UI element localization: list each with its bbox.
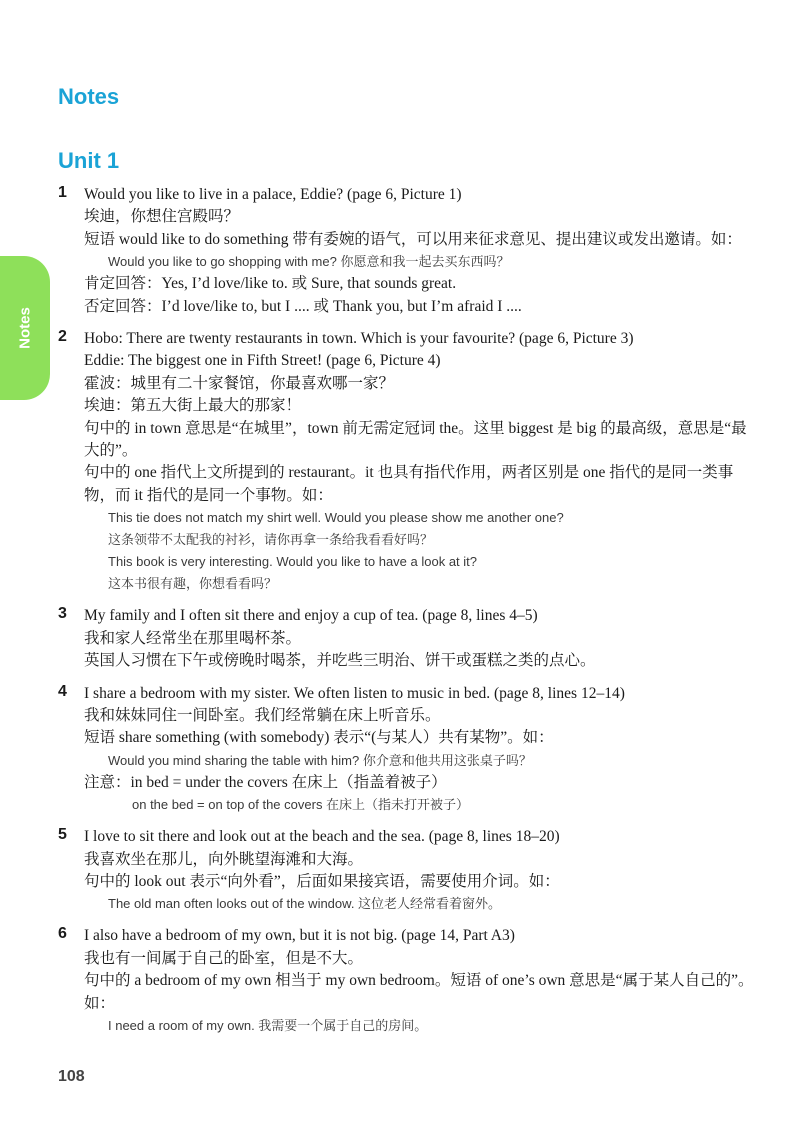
note-line: 否定回答：I’d love/like to, but I .... 或 Thank you, but I’m afraid I .... — [84, 297, 522, 315]
note-item — [58, 605, 758, 672]
note-number: 2 — [58, 328, 67, 346]
note-line: 我和妹妹同住一间卧室。我们经常躺在床上听音乐。 — [84, 706, 441, 724]
note-line: 埃迪：第五大街上最大的那家！ — [84, 397, 302, 415]
note-line: 句中的 look out 表示“向外看”，后面如果接宾语，需要使用介词。如： — [84, 872, 560, 890]
page-number: 108 — [58, 1068, 85, 1085]
side-tab-label: Notes — [16, 307, 34, 349]
example-line: This tie does not match my shirt well. Would you please show me another one? — [108, 510, 564, 526]
note-number: 1 — [58, 184, 67, 201]
example-line: This book is very interesting. Would you like to have a look at it? — [108, 554, 478, 570]
note-line: 我喜欢坐在那儿，向外眺望海滩和大海。 — [84, 850, 364, 868]
note-item — [58, 683, 758, 817]
unit-heading: Unit 1 — [58, 148, 120, 173]
example-line: I need a room of my own. 我需要一个属于自己的房间。 — [108, 1017, 428, 1033]
note-number: 3 — [58, 605, 67, 623]
note-line: 短语 share something (with somebody) 表示“(与某人）共有某物”。如： — [84, 729, 554, 747]
side-tab — [0, 256, 50, 400]
note-line: My family and I often sit there and enjoy a cup of tea. (page 8, lines 4–5) — [84, 607, 538, 625]
note-line: 我和家人经常坐在那里喝杯茶。 — [84, 629, 302, 647]
note-number: 4 — [58, 682, 67, 700]
note-item — [58, 328, 758, 595]
note-line: Would you like to live in a palace, Eddie? (page 6, Picture 1) — [84, 186, 462, 203]
example-line: on the bed = on top of the covers 在床上（指未打开被子） — [132, 797, 470, 813]
note-number: 5 — [58, 826, 67, 844]
note-line: 句中的 one 指代上文所提到的 restaurant。it 也具有指代作用，两者区别是 one 指代的是同一类事物，而 it 指代的是同一个事物。如： — [84, 464, 734, 504]
note-line: 我也有一间属于自己的卧室，但是不大。 — [84, 949, 364, 967]
note-line: I share a bedroom with my sister. We often listen to music in bed. (page 8, lines 12–14) — [84, 684, 625, 702]
note-line: Eddie: The biggest one in Fifth Street! (page 6, Picture 4) — [84, 352, 441, 370]
note-item — [58, 925, 758, 1037]
note-item — [58, 826, 758, 915]
note-line: Hobo: There are twenty restaurants in town. Which is your favourite? (page 6, Picture 3) — [84, 330, 634, 348]
notes-list — [58, 184, 758, 1047]
note-line: 短语 would like to do something 带有委婉的语气，可以用来征求意见、提出建议或发出邀请。如： — [84, 230, 742, 248]
example-line: 这条领带不太配我的衬衫，请你再拿一条给我看看好吗？ — [108, 532, 434, 548]
note-item — [58, 184, 758, 318]
note-line: 注意：in bed = under the covers 在床上（指盖着被子） — [84, 773, 447, 791]
example-line: Would you mind sharing the table with him? 你介意和他共用这张桌子吗？ — [108, 752, 532, 768]
example-line: The old man often looks out of the window. 这位老人经常看着窗外。 — [108, 896, 502, 912]
note-line: 英国人习惯在下午或傍晚时喝茶，并吃些三明治、饼干或蛋糕之类的点心。 — [84, 652, 596, 670]
page-title: Notes — [58, 84, 120, 109]
note-number: 6 — [58, 925, 67, 943]
note-line: I love to sit there and look out at the beach and the sea. (page 8, lines 18–20) — [84, 828, 560, 846]
example-line: Would you like to go shopping with me? 你愿意和我一起去买东西吗？ — [108, 254, 510, 270]
note-line: 霍波：城里有二十家餐馆，你最喜欢哪一家？ — [84, 374, 395, 392]
example-line: 这本书很有趣，你想看看吗？ — [108, 576, 278, 592]
note-line: 句中的 in town 意思是“在城里”，town 前无需定冠词 the。这里 biggest 是 big 的最高级，意思是“最大的”。 — [84, 419, 747, 460]
note-line: I also have a bedroom of my own, but it is not big. (page 14, Part A3) — [84, 927, 515, 945]
note-line: 肯定回答：Yes, I’d love/like to. 或 Sure, that sounds great. — [84, 275, 457, 293]
note-line: 埃迪，你想住宫殿吗？ — [84, 208, 240, 226]
note-line: 句中的 a bedroom of my own 相当于 my own bedroom。短语 of one’s own 意思是“属于某人自己的”。如： — [84, 972, 754, 1012]
